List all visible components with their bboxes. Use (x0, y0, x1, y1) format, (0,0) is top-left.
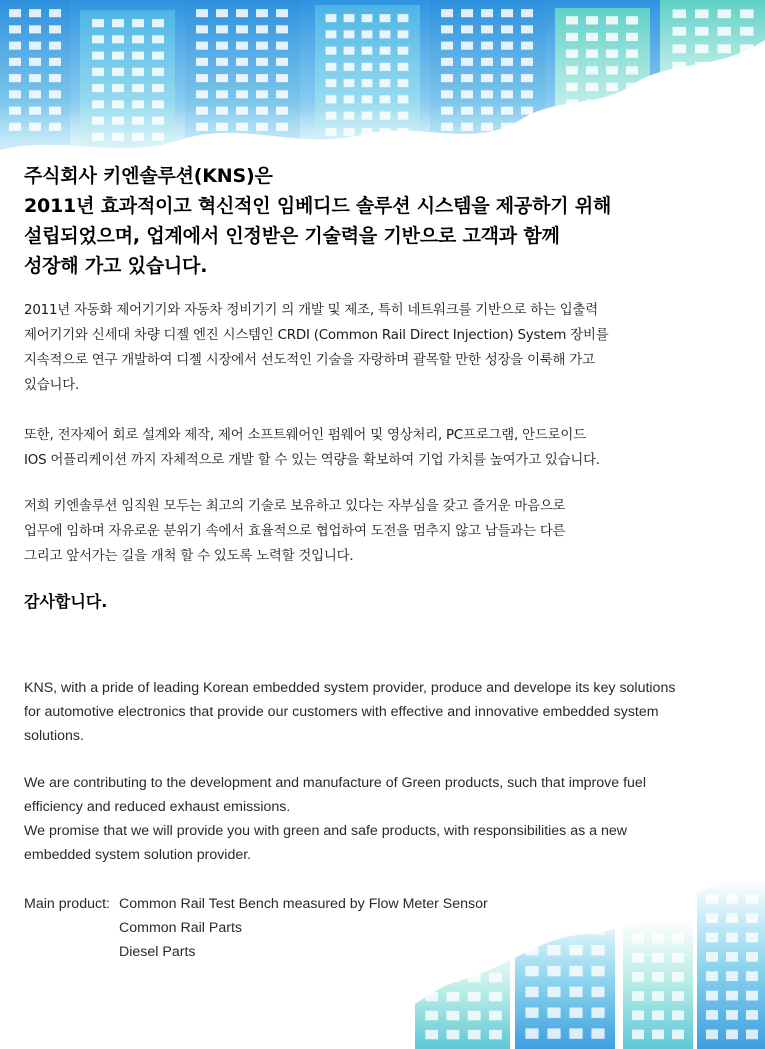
building-window (569, 1028, 582, 1038)
paragraph-line: 제어기기와 신세대 차량 디젤 엔진 시스템인 CRDI (Common Rail Direct Injection) System 장비를 (24, 328, 609, 343)
building-window (746, 913, 758, 923)
building-window (489, 1030, 502, 1040)
korean-paragraph-capabilities (24, 423, 739, 473)
building-window (547, 1008, 560, 1018)
building-window (632, 953, 644, 963)
paragraph-line: 저희 키엔솔루션 임직원 모두는 최고의 기술로 보유하고 있다는 자부심을 갖고 즐거운 마음으로 (24, 499, 566, 514)
building-window (652, 991, 664, 1001)
main-product-label: Main product: (24, 896, 110, 912)
building-window (447, 1011, 460, 1021)
product-item: Diesel Parts (119, 944, 196, 960)
building-window (672, 934, 684, 944)
building-window (632, 934, 644, 944)
building-window (525, 966, 538, 976)
building-window (726, 1010, 738, 1020)
building-window (591, 1028, 604, 1038)
main-product-row (24, 940, 624, 964)
product-item: Common Rail Parts (119, 920, 242, 936)
product-item: Common Rail Test Bench measured by Flow Meter Sensor (119, 896, 488, 912)
building-window (632, 1011, 644, 1021)
paragraph-line: 그리고 앞서가는 길을 개척 할 수 있도록 노력할 것입니다. (24, 549, 354, 564)
header-cityscape-illustration (0, 0, 765, 185)
paragraph-line: KNS, with a pride of leading Korean embedded system provider, produce and develope its key solutions (24, 680, 676, 696)
korean-paragraph-history (24, 298, 739, 398)
building-window (525, 987, 538, 997)
building-window (652, 934, 664, 944)
building-window (652, 1030, 664, 1040)
building-window (632, 1030, 644, 1040)
building-window (726, 971, 738, 981)
paragraph-line: IOS 어플리케이션 까지 자체적으로 개발 할 수 있는 역량을 확보하여 기업 가치를 높여가고 있습니다. (24, 453, 600, 468)
headline-line: 주식회사 키엔솔루션(KNS)은 (24, 165, 273, 187)
building-window (746, 933, 758, 943)
paragraph-line: 또한, 전자제어 회로 설계와 제작, 제어 소프트웨어인 펌웨어 및 영상처리, PC프로그램, 안드로이드 (24, 428, 586, 443)
building-window (726, 894, 738, 904)
building-window (726, 952, 738, 962)
building-window (726, 933, 738, 943)
building-window (746, 1010, 758, 1020)
building-window (547, 987, 560, 997)
main-product-list (24, 892, 624, 964)
building-window (547, 966, 560, 976)
building-window (706, 894, 718, 904)
paragraph-line: 2011년 자동화 제어기기와 자동차 정비기기 의 개발 및 제조, 특히 네트워크를 기반으로 하는 입출력 (24, 303, 599, 318)
building-window (591, 966, 604, 976)
building-window (468, 992, 481, 1002)
building-window (706, 1030, 718, 1040)
building-window (591, 987, 604, 997)
building-window (468, 1011, 481, 1021)
label-spacer (24, 916, 119, 940)
paragraph-line: We are contributing to the development and manufacture of Green products, such that improve fuel (24, 775, 646, 791)
paragraph-line: We promise that we will provide you with green and safe products, with responsibilities as a new (24, 823, 628, 839)
paragraph-line: for automotive electronics that provide our customers with effective and innovative embedded system (24, 704, 659, 720)
building-window (632, 991, 644, 1001)
building-window (447, 992, 460, 1002)
building-window (672, 1030, 684, 1040)
building-window (706, 952, 718, 962)
building-window (591, 1008, 604, 1018)
building-window (569, 966, 582, 976)
building-window (489, 1011, 502, 1021)
headline-line: 2011년 효과적이고 혁신적인 임베디드 솔루션 시스템을 제공하기 위해 (24, 195, 612, 217)
paragraph-line: efficiency and reduced exhaust emissions. (24, 799, 291, 815)
building-window (672, 991, 684, 1001)
paragraph-line: solutions. (24, 728, 84, 744)
building-window (706, 933, 718, 943)
building-window (706, 1010, 718, 1020)
building-window (652, 972, 664, 982)
paragraph-line: embedded system solution provider. (24, 847, 252, 863)
building-window (468, 1030, 481, 1040)
building-window (447, 1030, 460, 1040)
building-window (425, 1011, 438, 1021)
building-window (706, 971, 718, 981)
building-window (672, 1011, 684, 1021)
company-intro-headline (24, 161, 744, 281)
building-window (489, 973, 502, 983)
building-window (569, 987, 582, 997)
building-window (672, 972, 684, 982)
headline-line: 설립되었으며, 업계에서 인정받은 기술력을 기반으로 고객과 함께 (24, 225, 560, 247)
building-window (569, 1008, 582, 1018)
main-product-row (24, 916, 624, 940)
building-window (746, 894, 758, 904)
building-window (425, 1030, 438, 1040)
building-window (706, 913, 718, 923)
english-paragraph-green (24, 771, 744, 867)
building-window (746, 1030, 758, 1040)
korean-paragraph-commitment (24, 494, 739, 569)
paragraph-line: 업무에 임하며 자유로운 분위기 속에서 효율적으로 협업하여 도전을 멈추지 않고 남들과는 다른 (24, 524, 566, 539)
building-window (652, 953, 664, 963)
building-window (726, 1030, 738, 1040)
building-window (726, 913, 738, 923)
building-window (746, 991, 758, 1001)
building-window (632, 972, 644, 982)
paragraph-line: 지속적으로 연구 개발하여 디젤 시장에서 선도적인 기술을 자랑하며 괄목할 만한 성장을 이룩해 가고 (24, 353, 595, 368)
closing-thanks: 감사합니다. (24, 592, 108, 611)
english-paragraph-intro (24, 676, 744, 748)
building-window (746, 971, 758, 981)
building-window (726, 991, 738, 1001)
building-window (652, 1011, 664, 1021)
headline-line: 성장해 가고 있습니다. (24, 255, 208, 277)
building-window (706, 991, 718, 1001)
building-window (746, 952, 758, 962)
building-window (547, 1028, 560, 1038)
label-spacer (24, 940, 119, 964)
main-product-row (24, 892, 624, 916)
paragraph-line: 있습니다. (24, 378, 79, 393)
building-window (489, 992, 502, 1002)
building-window (525, 1028, 538, 1038)
building-window (672, 953, 684, 963)
building-window (525, 1008, 538, 1018)
